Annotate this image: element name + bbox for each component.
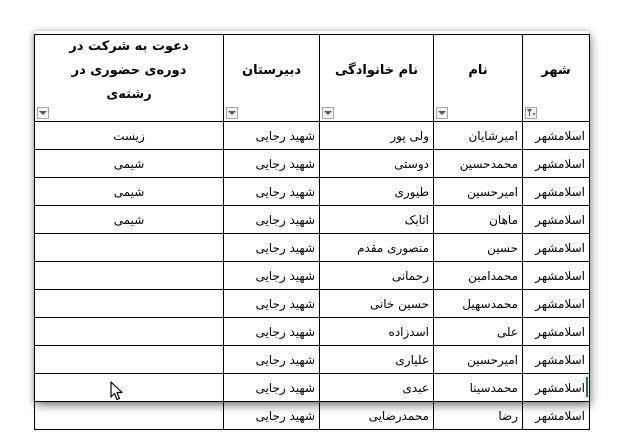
column-header-city-label: شهر — [541, 63, 571, 78]
column-header-school-label: دبیرستان — [241, 63, 301, 78]
column-header-course-invite-label: دعوت به شرکت در دوره‌ی حضوری در رشته‌ی — [69, 39, 189, 102]
column-header-school — [224, 35, 320, 122]
cell-last-name[interactable]: رحمانی — [320, 262, 434, 290]
filter-dropdown-icon[interactable] — [322, 107, 334, 119]
cell-course[interactable] — [35, 234, 224, 262]
table-row — [35, 290, 590, 318]
spreadsheet-view — [34, 31, 589, 423]
cell-school[interactable]: شهید رجایی — [224, 178, 320, 206]
cell-first-name[interactable]: محمدحسین — [434, 150, 523, 178]
table-row — [35, 346, 590, 374]
cell-last-name[interactable]: ولی پور — [320, 122, 434, 150]
cell-school[interactable]: شهید رجایی — [224, 262, 320, 290]
column-header-last-name — [320, 35, 434, 122]
cell-city[interactable]: اسلامشهر — [523, 206, 590, 234]
cell-course[interactable] — [35, 290, 224, 318]
column-header-first-name-label: نام — [468, 63, 488, 78]
table-row — [35, 262, 590, 290]
cell-school[interactable]: شهید رجایی — [224, 346, 320, 374]
cell-last-name[interactable]: محمدرضایی — [320, 402, 434, 430]
cell-school[interactable]: شهید رجایی — [224, 234, 320, 262]
cell-last-name[interactable]: علیاری — [320, 346, 434, 374]
cell-last-name[interactable]: منصوری مقدم — [320, 234, 434, 262]
cell-last-name[interactable]: حسین خانی — [320, 290, 434, 318]
cell-school[interactable]: شهید رجایی — [224, 374, 320, 402]
cell-city[interactable]: اسلامشهر — [523, 150, 590, 178]
cell-course[interactable]: شیمی — [35, 150, 224, 178]
cell-last-name[interactable]: دوستی — [320, 150, 434, 178]
selection-edge-marker — [586, 377, 588, 397]
table-row — [35, 122, 590, 150]
cell-course[interactable] — [35, 318, 224, 346]
column-header-last-name-label: نام خانوادگی — [335, 63, 418, 78]
cell-first-name[interactable]: امیرشایان — [434, 122, 523, 150]
column-header-first-name — [434, 35, 523, 122]
cell-course[interactable] — [35, 374, 224, 402]
cell-last-name[interactable]: اتابک — [320, 206, 434, 234]
table-row — [35, 206, 590, 234]
cell-first-name[interactable]: علی — [434, 318, 523, 346]
cell-school[interactable]: شهید رجایی — [224, 290, 320, 318]
cell-city[interactable]: اسلامشهر — [523, 402, 590, 430]
cell-first-name[interactable]: ماهان — [434, 206, 523, 234]
cell-city[interactable]: اسلامشهر — [523, 290, 590, 318]
header-row — [35, 35, 590, 122]
cell-course[interactable] — [35, 402, 224, 430]
cell-first-name[interactable]: محمدامین — [434, 262, 523, 290]
cell-first-name[interactable]: امیرحسین — [434, 178, 523, 206]
column-header-course-invite — [35, 35, 224, 122]
table-row — [35, 178, 590, 206]
cell-course[interactable]: شیمی — [35, 206, 224, 234]
cell-first-name[interactable]: محمدسینا — [434, 374, 523, 402]
cell-first-name[interactable]: حسین — [434, 234, 523, 262]
cell-city[interactable]: اسلامشهر — [523, 262, 590, 290]
mouse-pointer-icon — [110, 381, 124, 401]
cell-school[interactable]: شهید رجایی — [224, 206, 320, 234]
cell-course[interactable] — [35, 262, 224, 290]
cell-last-name[interactable]: عبدی — [320, 374, 434, 402]
cell-first-name[interactable]: رضا — [434, 402, 523, 430]
cell-first-name[interactable]: محمدسهیل — [434, 290, 523, 318]
filter-active-icon[interactable] — [525, 107, 537, 119]
cell-city[interactable]: اسلامشهر — [523, 318, 590, 346]
table-row — [35, 234, 590, 262]
table-row — [35, 402, 590, 430]
cell-school[interactable]: شهید رجایی — [224, 318, 320, 346]
filter-dropdown-icon[interactable] — [226, 107, 238, 119]
table-row — [35, 318, 590, 346]
column-header-city — [523, 35, 590, 122]
cell-city[interactable]: اسلامشهر — [523, 346, 590, 374]
cell-school[interactable]: شهید رجایی — [224, 122, 320, 150]
table-row — [35, 150, 590, 178]
cell-course[interactable]: زیست — [35, 122, 224, 150]
cell-last-name[interactable]: طیوری — [320, 178, 434, 206]
cell-school[interactable]: شهید رجایی — [224, 150, 320, 178]
cell-course[interactable]: شیمی — [35, 178, 224, 206]
cell-city[interactable]: اسلامشهر — [523, 122, 590, 150]
student-table — [34, 34, 590, 430]
filter-dropdown-icon[interactable] — [436, 107, 448, 119]
cell-first-name[interactable]: امیرحسین — [434, 346, 523, 374]
cell-city[interactable]: اسلامشهر — [523, 374, 590, 402]
filter-dropdown-icon[interactable] — [37, 107, 49, 119]
cell-course[interactable] — [35, 346, 224, 374]
cell-city[interactable]: اسلامشهر — [523, 234, 590, 262]
cell-school[interactable]: شهید رجایی — [224, 402, 320, 430]
cell-city[interactable]: اسلامشهر — [523, 178, 590, 206]
cell-last-name[interactable]: اسدزاده — [320, 318, 434, 346]
